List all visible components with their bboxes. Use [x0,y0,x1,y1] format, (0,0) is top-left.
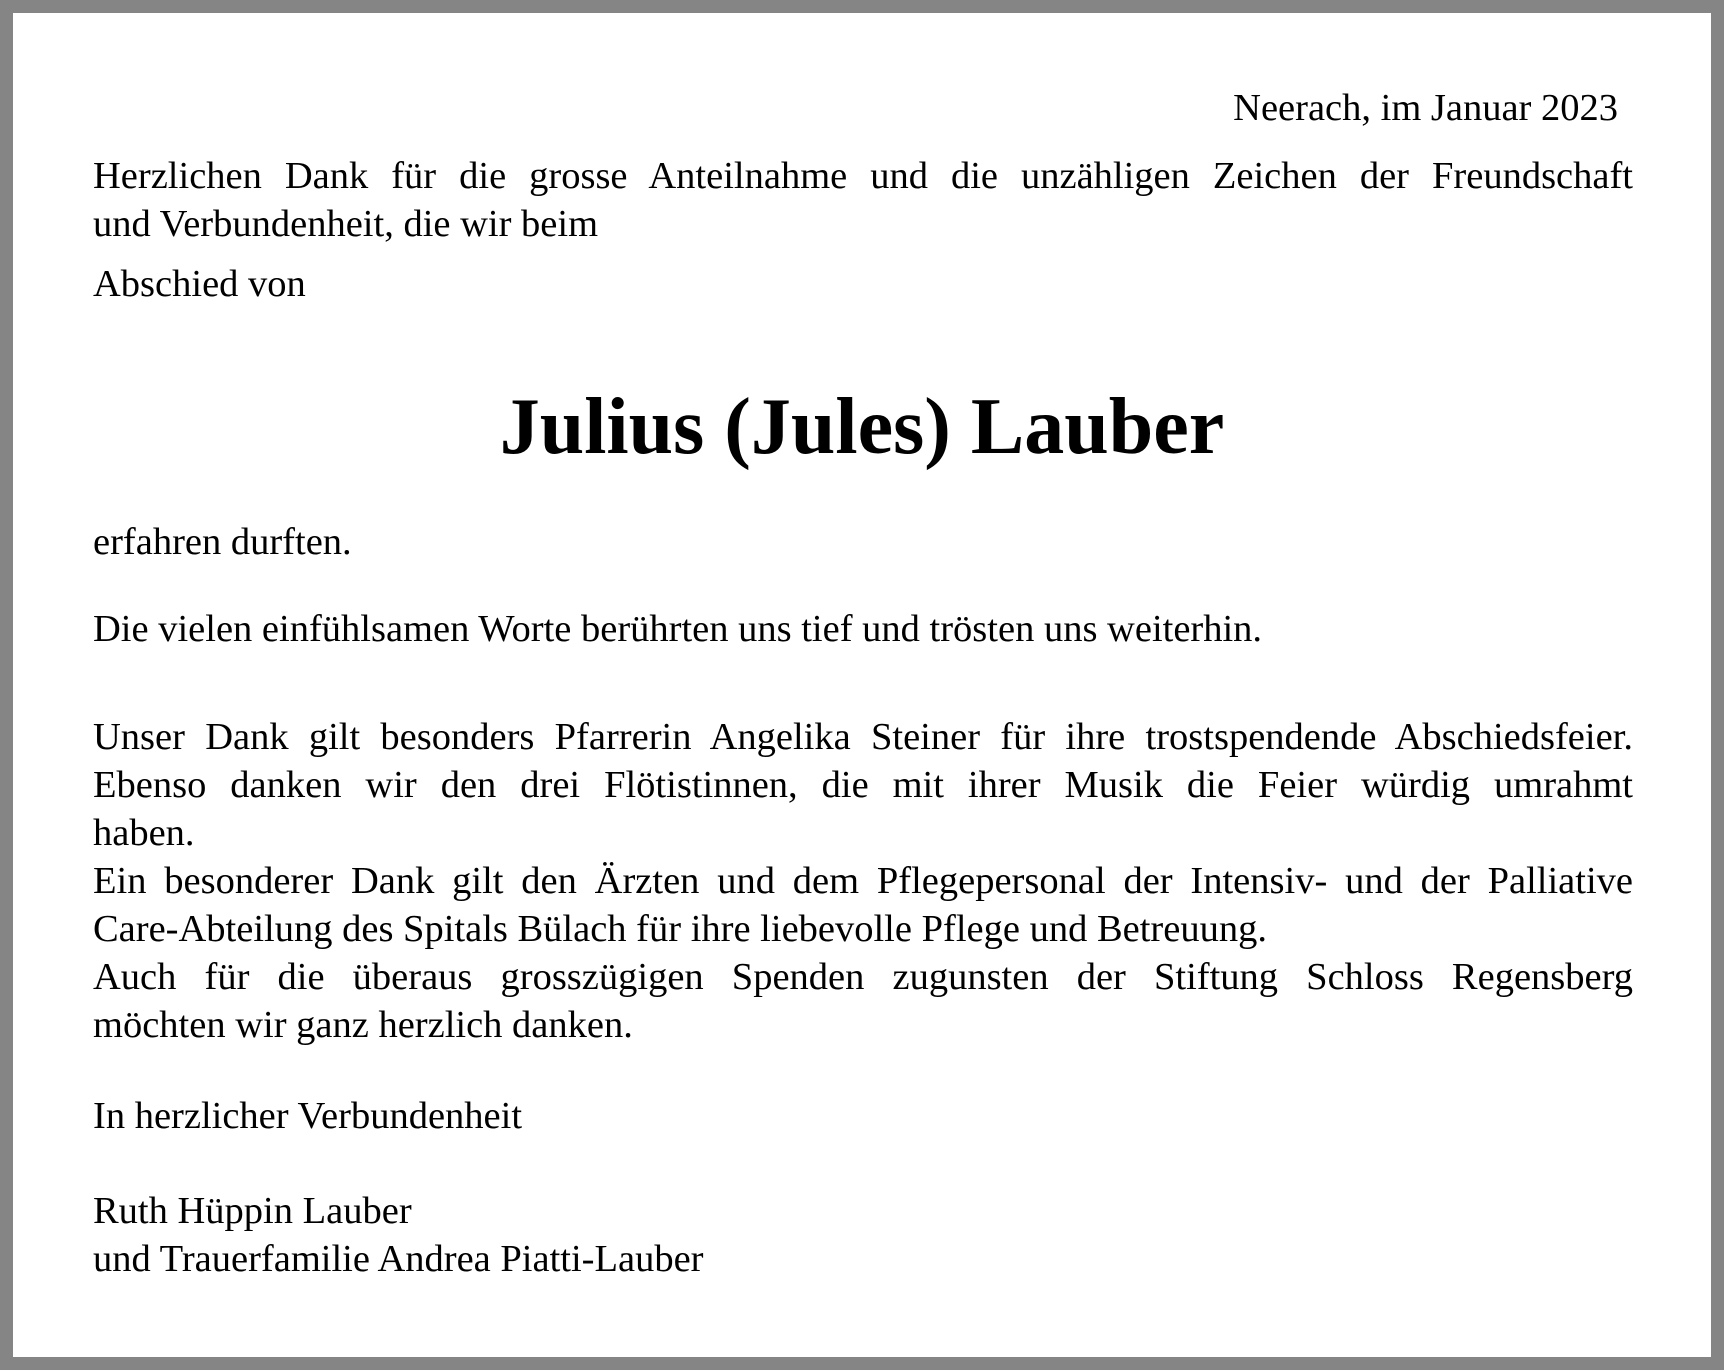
closing-line: In herzlicher Verbundenheit [93,1095,523,1137]
experienced-line: erfahren durften. [93,521,352,563]
signature-line-2: und Trauerfamilie Andrea Piatti-Lauber [93,1238,704,1280]
thanks-pastor-line: Unser Dank gilt besonders Pfarrerin Angelika Steiner für ihre trostspendende Abschiedsfeier. [93,716,1633,758]
thanks-donations-line-1: Auch für die überaus grosszügigen Spenden zugunsten der Stiftung Schloss Regensberg [93,956,1633,998]
thanks-flutes-line-1: Ebenso danken wir den drei Flötistinnen, die mit ihrer Musik die Feier würdig umrahmt [93,764,1633,806]
thanks-donations-line-2: möchten wir ganz herzlich danken. [93,1004,633,1046]
signature-line-1: Ruth Hüppin Lauber [93,1190,412,1232]
notice-page [13,13,1711,1357]
intro-paragraph [93,152,1633,248]
thanks-doctors-line-1: Ein besonderer Dank gilt den Ärzten und dem Pflegepersonal der Intensiv- und der Palliative [93,860,1633,902]
words-paragraph: Die vielen einfühlsamen Worte berührten uns tief und trösten uns weiterhin. [93,608,1263,650]
deceased-name: Julius (Jules) Lauber [499,383,1225,471]
farewell-label: Abschied von [93,263,306,305]
thanks-doctors-line-2: Care-Abteilung des Spitals Bülach für ihre liebevolle Pflege und Betreuung. [93,908,1267,950]
intro-line-1: Herzlichen Dank für die grosse Anteilnahme und die unzähligen Zeichen der Freundschaft [93,155,1633,197]
date-line: Neerach, im Januar 2023 [1233,87,1618,129]
thanks-flutes-line-2: haben. [93,812,195,854]
thanks-paragraph [93,713,1633,1049]
intro-line-2: und Verbundenheit, die wir beim [93,203,599,245]
